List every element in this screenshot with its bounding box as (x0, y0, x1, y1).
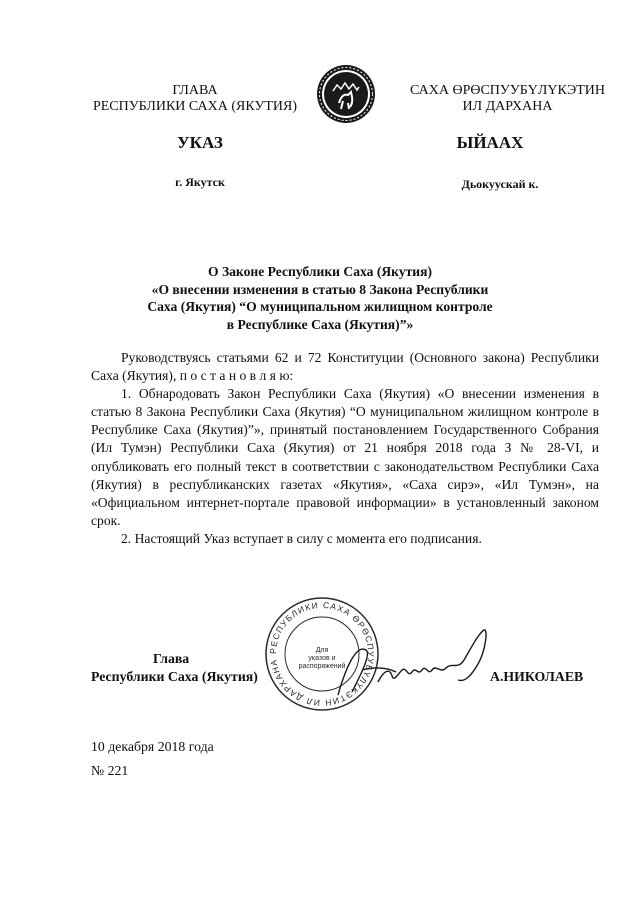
title-line3: Саха (Якутия) “О муниципальном жилищном контроле (147, 299, 493, 314)
handwritten-signature-icon (315, 620, 498, 710)
seal-center-line1: Для (315, 647, 329, 654)
city-ru: г. Якутск (175, 175, 225, 189)
decree-body (91, 349, 599, 548)
item-1-paragraph: 1. Обнародовать Закон Республики Саха (Якутия) «О внесении изменения в статью 8 Закона Республики Саха (Якутия) “О муниципальном жилищном контроле в Республике Саха (Якутия)”», принятый постановлением Государственного Собрания (Ил Тумэн) Республики Саха (Якутия) от 21 ноября 2018 года З № 28-VI, и опубликовать его полный текст в соответствии с законодательством Республики Саха (Якутия) в республиканских газетах «Якутия», «Саха сирэ», «Ил Тумэн», на «Официальном интернет-портале правовой информации» в установленный законом срок. (91, 386, 599, 528)
decree-type-ru: УКАЗ (177, 133, 223, 152)
issuer-line1-ru: ГЛАВА (172, 83, 218, 98)
item-2-paragraph: 2. Настоящий Указ вступает в силу с момента его подписания. (121, 530, 482, 546)
signatory-title-line2: Республики Саха (Якутия) (91, 669, 258, 684)
decree-date: 10 декабря 2018 года (91, 739, 214, 754)
signatory-title-line1: Глава (153, 651, 190, 666)
issuer-line1-sakha: САХА ӨРӨСПУУБҮЛҮКЭТИН (409, 83, 606, 98)
city-sakha: Дьокуускай к. (461, 177, 539, 191)
issuer-block-ru (70, 83, 320, 115)
issuer-line2-sakha: ИЛ ДАРХАНА (462, 99, 553, 114)
intro-paragraph: Руководствуясь статьями 62 и 72 Конституции (Основного закона) Республики Саха (Якутия), п о с т а н о в л я ю: (91, 350, 599, 384)
title-line4: в Республике Саха (Якутия)”» (226, 316, 414, 332)
decree-type-sakha: ЫЙААХ (456, 133, 524, 152)
seal-center-line3: распоряжений (298, 663, 346, 670)
seal-ring-text: РЕСПУБЛИКИ САХА ӨРӨСПУУБҮЛҮКЭТИН ИЛ ДАРХАНА (267, 599, 377, 709)
seal-center-line2: указов и (308, 655, 336, 662)
coat-of-arms-icon (315, 63, 377, 125)
decree-number: № 221 (91, 763, 129, 778)
issuer-block-sakha (385, 83, 630, 115)
issuer-line2-ru: РЕСПУБЛИКИ САХА (ЯКУТИЯ) (92, 99, 298, 114)
title-line2: «О внесении изменения в статью 8 Закона Республики (151, 281, 489, 297)
document-title (110, 263, 530, 333)
signatory-name: А.НИКОЛАЕВ (490, 669, 584, 684)
title-line1: О Законе Республики Саха (Якутия) (207, 264, 433, 279)
signatory-title (91, 650, 291, 686)
